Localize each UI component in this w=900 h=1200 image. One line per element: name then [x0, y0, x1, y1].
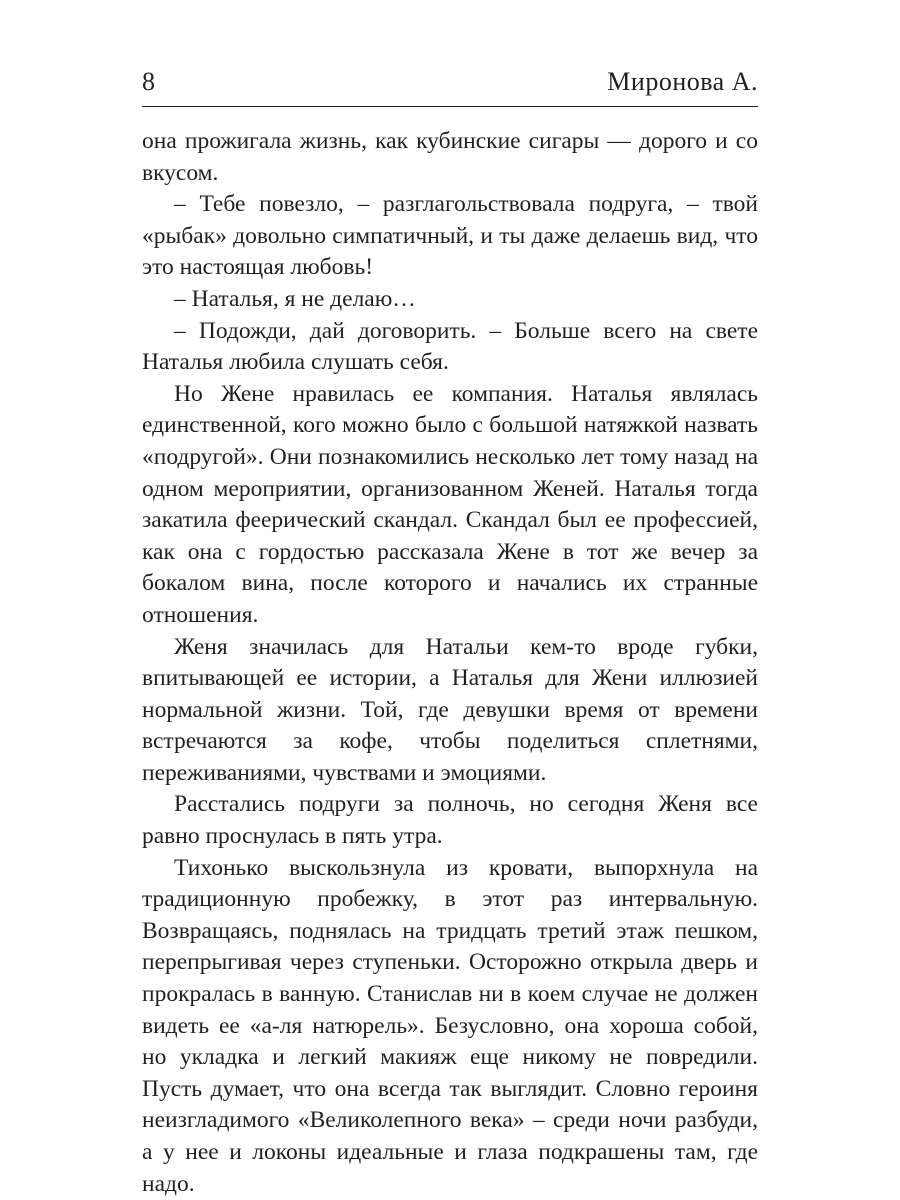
- paragraph: Тихонько выскользнула из кровати, выпорхнула на традиционную пробежку, в этот раз интервальную. Возвращаясь, поднялась на тридцать третий этаж пешком, перепрыгивая через ступеньки. Осторожно открыла дверь и прокралась в ванную. Станислав ни в коем случае не должен видеть ее «а-ля натюрель». Безусловно, она хороша собой, но укладка и легкий макияж еще никому не повредили. Пусть думает, что она всегда так выглядит. Словно героиня неизгладимого «Великолепного века» – среди ночи разбуди, а у нее и локоны идеальные и глаза подкрашены там, где надо.: [142, 854, 758, 1197]
- paragraph: она прожигала жизнь, как кубинские сигары — дорого и со вкусом.: [142, 128, 758, 186]
- paragraph: – Тебе повезло, – разглагольствовала подруга, – твой «рыбак» довольно симпатичный, и ты даже делаешь вид, что это настоящая любовь!: [142, 191, 758, 281]
- running-header: [142, 64, 758, 104]
- running-author: Миронова А.: [607, 67, 758, 96]
- header-rule: [142, 106, 758, 107]
- page-number: 8: [142, 67, 155, 96]
- paragraph: – Наталья, я не делаю…: [174, 285, 416, 312]
- paragraph: – Подожди, дай договорить. – Больше всего на свете Наталья любила слушать себя.: [142, 317, 758, 376]
- paragraph: Женя значилась для Натальи кем-то вроде губки, впитывающей ее истории, а Наталья для Жени иллюзией нормальной жизни. Той, где девушки время от времени встречаются за кофе, чтобы поделиться сплетнями, переживаниями, чувствами и эмоциями.: [142, 633, 758, 786]
- paragraph: Расстались подруги за полночь, но сегодня Женя все равно проснулась в пять утра.: [142, 791, 758, 850]
- body-text: [142, 126, 758, 1200]
- paragraph: Но Жене нравилась ее компания. Наталья являлась единственной, кого можно было с большой натяжкой назвать «подругой». Они познакомились несколько лет тому назад на одном мероприятии, организованном Женей. Наталья тогда закатила феерический скандал. Скандал был ее профессией, как она с гордостью рассказала Жене в тот же вечер за бокалом вина, после которого и начались их странные отношения.: [142, 380, 758, 628]
